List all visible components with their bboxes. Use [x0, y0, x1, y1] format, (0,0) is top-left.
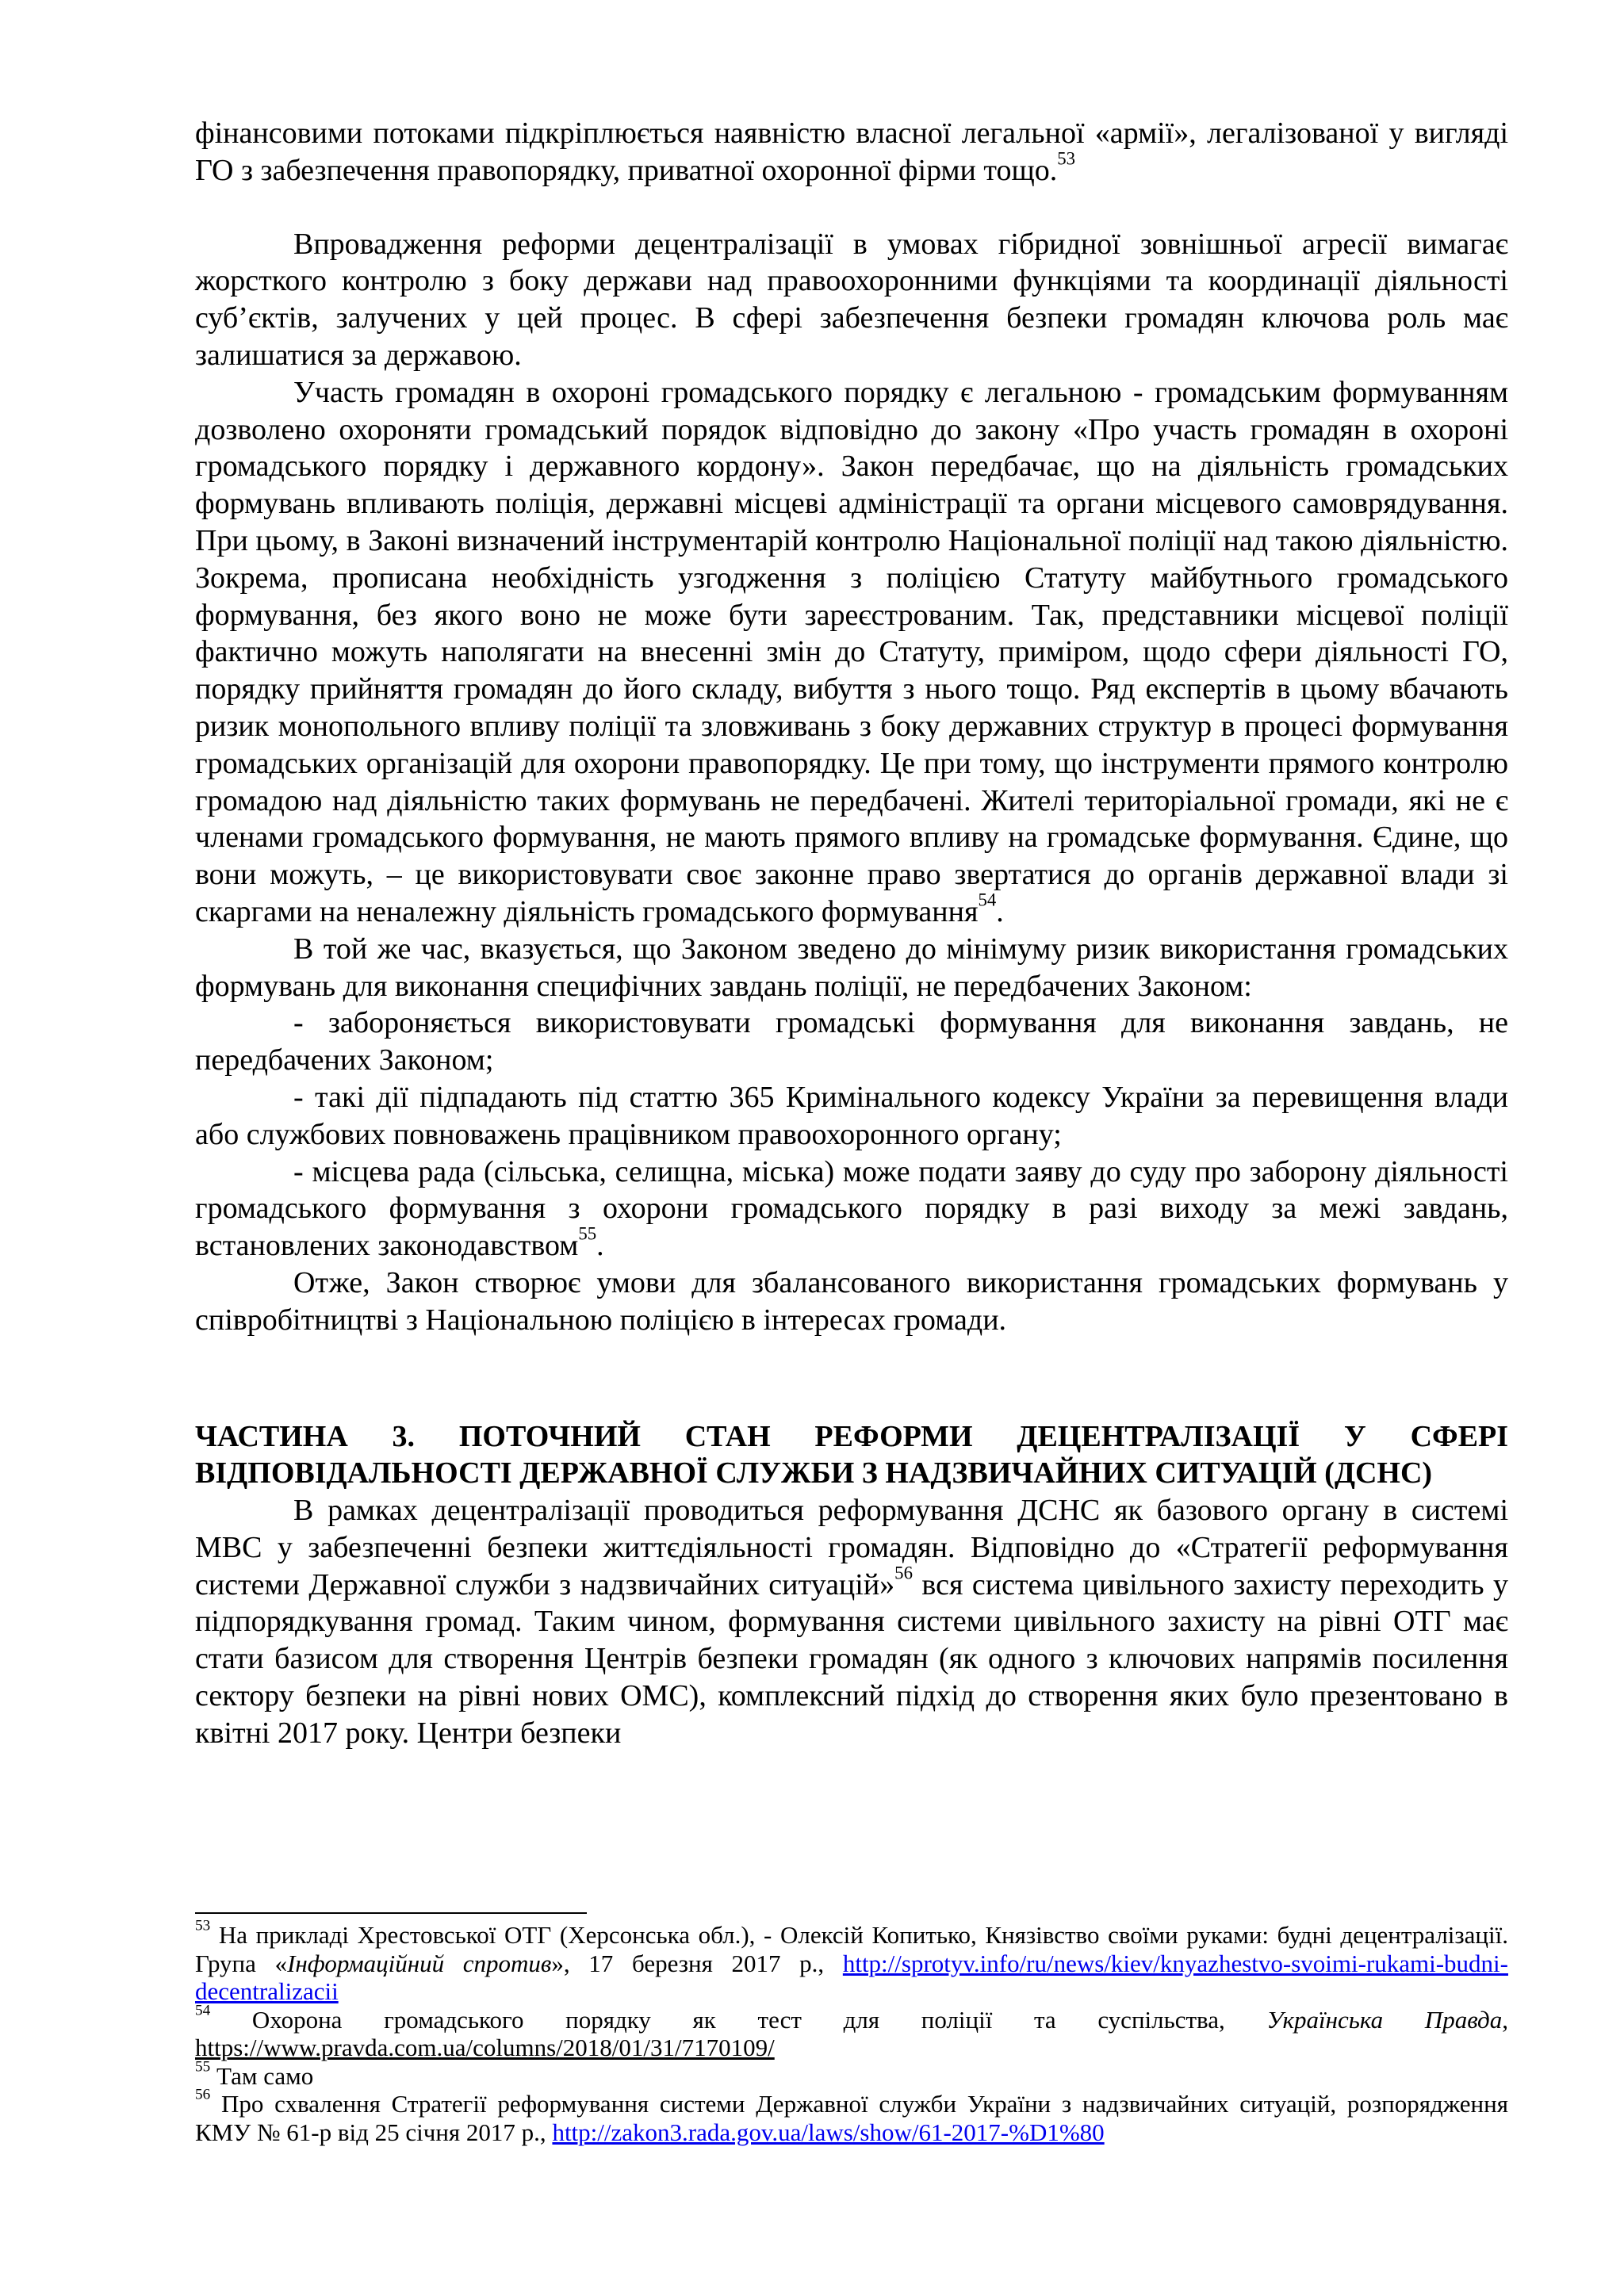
footnotes-section: [195, 1917, 1508, 2146]
list-item-local-council: [195, 1154, 1508, 1265]
footnote-number: 56: [195, 2086, 211, 2103]
paragraph-text: Участь громадян в охороні громадського порядку є легальною - громадським формуванням дозволено охороняти громадський порядок відповідно до закону «Про участь громадян в охороні громадського порядку і державного кордону». Закон передбачає, що на діяльність громадських формувань впливають поліція, державні місцеві адміністрації та органи місцевого самоврядування. При цьому, в Законі визначений інструментарій контролю Національної поліції над такою діяльністю. Зокрема, прописана необхідність узгодження з поліцією Статуту майбутнього громадського формування, без якого воно не може бути зареєстрованим. Так, представники місцевої поліції фактично можуть наполягати на внесенні змін до Статуту, приміром, щодо сфери діяльності ГО, порядку прийняття громадян до його складу, вибуття з нього тощо. Ряд експертів в цьому вбачають ризик монопольного впливу поліції та зловживань з боку державних структур в процесі формування громадських організацій для охорони правопорядку. Це при тому, що інструменти прямого контролю громадою над діяльністю таких формувань не передбачені. Жителі територіальної громади, які не є членами громадського формування, не мають прямого впливу на громадське формування. Єдине, що вони можуть, – це використовувати своє законне право звертатися до органів державної влади зі скаргами на неналежну діяльність громадського формування: [195, 375, 1508, 928]
footnote-separator: [195, 1912, 587, 1914]
main-body: [195, 115, 1508, 1752]
footnote-url: https://www.pravda.com.ua/columns/2018/01/31/7170109/: [195, 2034, 775, 2061]
footnote-53: [195, 1917, 1508, 2006]
paragraph-text: В рамках децентралізації проводиться реформування ДСНС як базового органу в системі МВС у забезпеченні безпеки життєдіяльності громадян. Відповідно до «Стратегії реформування системи Державної служби з надзвичайних ситуацій»: [195, 1494, 1508, 1601]
paragraph-text: фінансовими потоками підкріплюється наявністю власної легальної «армії», легалізованої у вигляді ГО з забезпечення правопорядку, приватної охоронної фірми тощо.: [195, 117, 1508, 187]
list-item-criminal-code: - такі дії підпадають під статтю 365 Кримінального кодексу України за перевищення влади або службових повноважень працівником правоохоронного органу;: [195, 1080, 1508, 1151]
footnote-italic-source: Інформаційний спротив: [287, 1949, 552, 1977]
paragraph-dsns-reform: [195, 1492, 1508, 1752]
footnote-54: [195, 2002, 1508, 2062]
paragraph-continuation: [195, 115, 1508, 189]
footnote-text: На прикладі Хрестовської ОТГ (Херсонська обл.), - Олексій Копитько, Князівство своїми руками: будні децентралізації. Група «: [195, 1921, 1508, 1977]
footnote-link[interactable]: http://zakon3.rada.gov.ua/laws/show/61-2017-%D1%80: [552, 2118, 1105, 2146]
paragraph-citizen-participation: [195, 374, 1508, 931]
section-heading: ЧАСТИНА 3. ПОТОЧНИЙ СТАН РЕФОРМИ ДЕЦЕНТРАЛІЗАЦІЇ У СФЕРІ ВІДПОВІДАЛЬНОСТІ ДЕРЖАВНОЇ СЛУЖБИ З НАДЗВИЧАЙНИХ СИТУАЦІЙ (ДСНС): [195, 1419, 1508, 1490]
paragraph-text-continued: вся система цивільного захисту переходить у підпорядкування громад. Таким чином, формування системи цивільного захисту на рівні ОТГ має стати базисом для створення Центрів безпеки громадян (як одного з ключових напрямів посилення сектору безпеки на рівні нових ОМС), комплексний підхід до створення яких було презентовано в квітні 2017 року. Центри безпеки: [195, 1567, 1508, 1750]
footnote-ref-56[interactable]: 56: [894, 1563, 913, 1583]
footnote-link[interactable]: http://sprotyv.info/ru/news/kiev/knyazhestvo-svoimi-rukami-budni-decentralizacii: [195, 1949, 1508, 2005]
footnote-56: [195, 2086, 1508, 2146]
footnote-italic-source: Українська Правда: [1266, 2005, 1503, 2034]
footnote-ref-54[interactable]: 54: [978, 890, 997, 910]
paragraph-text: - місцева рада (сільська, селищна, міська) може подати заяву до суду про заборону діяльності громадського формування з охорони громадського порядку в разі виходу за межі завдань, встановлених законодавством: [195, 1154, 1508, 1263]
paragraph-tail: .: [596, 1229, 604, 1263]
paragraph-tail: .: [996, 894, 1004, 928]
paragraph-conclusion: Отже, Закон створює умови для збалансованого використання громадських формувань у співробітництві з Національною поліцією в інтересах громади.: [195, 1265, 1508, 1337]
footnote-text: ,: [1502, 2005, 1508, 2034]
footnote-55: [195, 2058, 1508, 2091]
footnote-number: 54: [195, 2002, 211, 2019]
footnote-text: Про схвалення Стратегії реформування системи Державної служби України з надзвичайних ситуацій, розпорядження КМУ № 61-р від 25 січня 2017 р.,: [195, 2090, 1508, 2146]
footnote-number: 53: [195, 1917, 211, 1934]
list-item-prohibition: - забороняється використовувати громадські формування для виконання завдань, не передбачених Законом;: [195, 1006, 1508, 1077]
footnote-number: 55: [195, 2058, 211, 2076]
footnote-ref-53[interactable]: 53: [1057, 148, 1076, 169]
footnote-text: Там само: [210, 2061, 314, 2090]
footnote-ref-55[interactable]: 55: [578, 1223, 597, 1244]
paragraph-decentralization-control: Впровадження реформи децентралізації в умовах гібридної зовнішньої агресії вимагає жорсткого контролю з боку держави над правоохоронними функціями та координації діяльності суб’єктів, залучених у цей процес. В сфері забезпечення безпеки громадян ключова роль має залишатися за державою.: [195, 227, 1508, 372]
footnote-text: », 17 березня 2017 р.,: [551, 1949, 843, 1977]
footnote-text: Охорона громадського порядку як тест для поліції та суспільства,: [210, 2005, 1267, 2034]
paragraph-risk-minimization: В той же час, вказується, що Законом зведено до мінімуму ризик використання громадських формувань для виконання специфічних завдань поліції, не передбачених Законом:: [195, 932, 1508, 1003]
